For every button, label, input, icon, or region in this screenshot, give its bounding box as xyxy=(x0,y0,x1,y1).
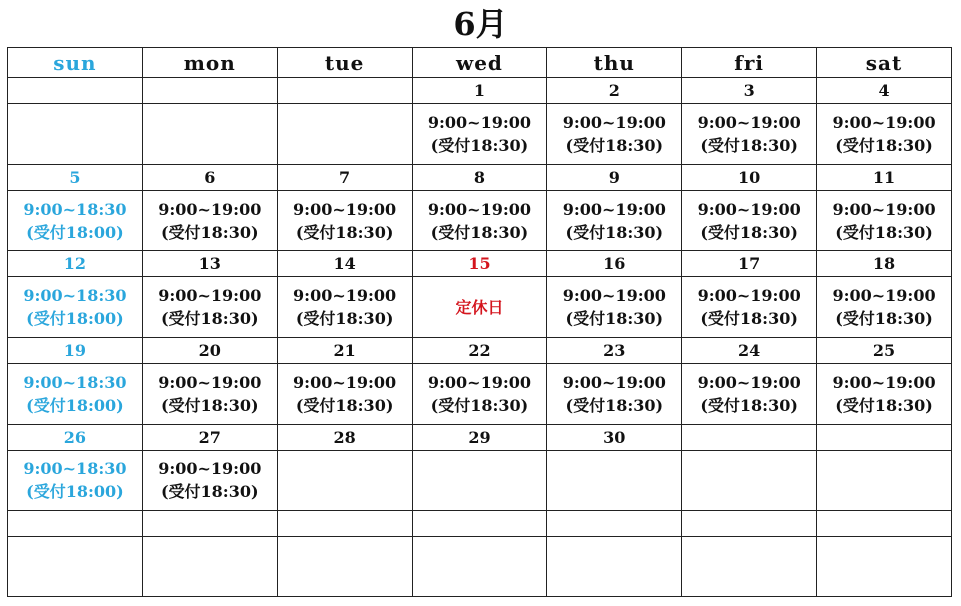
day-hours-cell xyxy=(8,277,143,337)
date-number: 30 xyxy=(547,424,682,450)
weekday-thu: thu xyxy=(547,48,682,78)
business-hours: 9:00~19:00 xyxy=(427,199,532,219)
date-number: 22 xyxy=(412,337,547,363)
day-hours-cell xyxy=(142,277,277,337)
empty-date-row xyxy=(8,511,952,537)
empty-cell xyxy=(682,511,817,537)
weekday-wed: wed xyxy=(412,48,547,78)
reception-deadline: (受付18:00) xyxy=(26,222,124,242)
week-4-date-row xyxy=(8,337,952,363)
day-hours-cell xyxy=(277,364,412,424)
day-hours-cell xyxy=(412,277,547,337)
reception-deadline: (受付18:30) xyxy=(565,395,664,415)
day-hours-cell xyxy=(817,104,952,164)
week-5-date-row xyxy=(8,424,952,450)
day-hours-cell xyxy=(547,450,682,510)
weekday-fri: fri xyxy=(682,48,817,78)
day-hours-cell xyxy=(142,104,277,164)
day-hours-cell xyxy=(8,190,143,250)
reception-deadline: (受付18:30) xyxy=(700,135,798,155)
date-number xyxy=(8,78,143,104)
date-number: 20 xyxy=(142,337,277,363)
day-hours-cell xyxy=(547,277,682,337)
reception-deadline: (受付18:30) xyxy=(835,222,933,242)
day-hours-cell xyxy=(8,104,143,164)
day-hours-cell xyxy=(412,190,547,250)
date-number: 29 xyxy=(412,424,547,450)
week-3-hours-row xyxy=(8,277,952,337)
business-hours: 9:00~19:00 xyxy=(158,199,262,219)
date-number xyxy=(817,424,952,450)
day-hours-cell xyxy=(817,277,952,337)
date-number: 11 xyxy=(817,164,952,190)
day-hours-cell xyxy=(412,450,547,510)
weekday-sun: sun xyxy=(8,48,143,78)
empty-cell xyxy=(277,537,412,597)
date-number: 23 xyxy=(547,337,682,363)
empty-cell xyxy=(547,511,682,537)
date-number: 9 xyxy=(547,164,682,190)
week-3-date-row xyxy=(8,251,952,277)
reception-deadline: (受付18:30) xyxy=(565,135,664,155)
date-number: 1 xyxy=(412,78,547,104)
business-hours: 9:00~19:00 xyxy=(832,372,936,392)
calendar-body xyxy=(8,78,952,597)
date-number: 10 xyxy=(682,164,817,190)
date-number: 3 xyxy=(682,78,817,104)
business-hours: 9:00~19:00 xyxy=(427,372,532,392)
business-hours: 9:00~19:00 xyxy=(697,112,801,132)
date-number: 16 xyxy=(547,251,682,277)
date-number xyxy=(277,78,412,104)
reception-deadline: (受付18:30) xyxy=(160,482,259,502)
day-hours-cell xyxy=(817,190,952,250)
date-number: 8 xyxy=(412,164,547,190)
weekday-sat: sat xyxy=(817,48,952,78)
reception-deadline: (受付18:00) xyxy=(26,309,124,329)
reception-deadline: (受付18:30) xyxy=(700,309,798,329)
date-number: 25 xyxy=(817,337,952,363)
day-hours-cell xyxy=(682,277,817,337)
business-hours: 9:00~19:00 xyxy=(697,286,801,306)
empty-cell xyxy=(8,511,143,537)
day-hours-cell xyxy=(142,450,277,510)
business-hours: 9:00~19:00 xyxy=(832,286,936,306)
date-number: 24 xyxy=(682,337,817,363)
day-hours-cell xyxy=(277,277,412,337)
day-hours-cell xyxy=(817,364,952,424)
week-2-date-row xyxy=(8,164,952,190)
business-hours: 9:00~19:00 xyxy=(697,372,801,392)
business-hours: 9:00~19:00 xyxy=(697,199,801,219)
reception-deadline: (受付18:30) xyxy=(430,222,529,242)
reception-deadline: (受付18:00) xyxy=(26,482,124,502)
business-hours: 9:00~19:00 xyxy=(832,112,936,132)
day-hours-cell xyxy=(547,364,682,424)
reception-deadline: (受付18:30) xyxy=(835,135,933,155)
business-hours: 9:00~19:00 xyxy=(293,286,397,306)
business-hours: 9:00~18:30 xyxy=(23,199,127,219)
date-number: 7 xyxy=(277,164,412,190)
reception-deadline: (受付18:30) xyxy=(295,309,394,329)
date-number: 17 xyxy=(682,251,817,277)
business-hours: 9:00~19:00 xyxy=(562,286,666,306)
weekday-mon: mon xyxy=(142,48,277,78)
business-hours: 9:00~19:00 xyxy=(293,372,397,392)
date-number: 4 xyxy=(817,78,952,104)
weekday-tue: tue xyxy=(277,48,412,78)
date-number: 26 xyxy=(8,424,143,450)
empty-cell xyxy=(547,537,682,597)
business-hours: 9:00~19:00 xyxy=(158,286,262,306)
business-hours: 9:00~18:30 xyxy=(23,286,127,306)
date-number: 15 xyxy=(412,251,547,277)
date-number: 6 xyxy=(142,164,277,190)
day-hours-cell xyxy=(277,104,412,164)
date-number: 27 xyxy=(142,424,277,450)
day-hours-cell xyxy=(8,364,143,424)
reception-deadline: (受付18:30) xyxy=(295,222,394,242)
empty-cell xyxy=(8,537,143,597)
empty-cell xyxy=(412,511,547,537)
empty-cell xyxy=(142,537,277,597)
reception-deadline: (受付18:30) xyxy=(835,309,933,329)
day-hours-cell xyxy=(142,190,277,250)
business-hours: 9:00~19:00 xyxy=(562,199,666,219)
calendar-table xyxy=(7,47,952,597)
day-hours-cell xyxy=(817,450,952,510)
day-hours-cell xyxy=(8,450,143,510)
month-title: 6月 xyxy=(453,5,508,43)
date-number xyxy=(142,78,277,104)
business-hours: 9:00~19:00 xyxy=(293,199,397,219)
business-hours: 9:00~18:30 xyxy=(23,372,127,392)
closed-day-label: 定休日 xyxy=(455,297,504,317)
weekday-header-row xyxy=(8,48,952,78)
day-hours-cell xyxy=(412,104,547,164)
date-number: 18 xyxy=(817,251,952,277)
date-number: 28 xyxy=(277,424,412,450)
reception-deadline: (受付18:30) xyxy=(160,309,259,329)
empty-cell xyxy=(817,511,952,537)
reception-deadline: (受付18:30) xyxy=(700,395,798,415)
empty-cell xyxy=(682,537,817,597)
week-1-date-row xyxy=(8,78,952,104)
date-number: 12 xyxy=(8,251,143,277)
business-hours: 9:00~19:00 xyxy=(562,372,666,392)
date-number: 14 xyxy=(277,251,412,277)
reception-deadline: (受付18:00) xyxy=(26,395,124,415)
empty-cell xyxy=(412,537,547,597)
day-hours-cell xyxy=(682,450,817,510)
business-hours: 9:00~19:00 xyxy=(158,459,262,479)
business-hours: 9:00~19:00 xyxy=(832,199,936,219)
reception-deadline: (受付18:30) xyxy=(700,222,798,242)
date-number: 13 xyxy=(142,251,277,277)
reception-deadline: (受付18:30) xyxy=(160,222,259,242)
reception-deadline: (受付18:30) xyxy=(565,222,664,242)
business-hours: 9:00~19:00 xyxy=(427,112,532,132)
business-hours: 9:00~19:00 xyxy=(158,372,262,392)
date-number: 5 xyxy=(8,164,143,190)
week-2-hours-row xyxy=(8,190,952,250)
day-hours-cell xyxy=(142,364,277,424)
empty-hours-row xyxy=(8,537,952,597)
week-5-hours-row xyxy=(8,450,952,510)
date-number: 21 xyxy=(277,337,412,363)
week-1-hours-row xyxy=(8,104,952,164)
reception-deadline: (受付18:30) xyxy=(430,395,529,415)
day-hours-cell xyxy=(277,450,412,510)
reception-deadline: (受付18:30) xyxy=(565,309,664,329)
day-hours-cell xyxy=(547,190,682,250)
business-hours: 9:00~19:00 xyxy=(562,112,666,132)
day-hours-cell xyxy=(412,364,547,424)
day-hours-cell xyxy=(547,104,682,164)
day-hours-cell xyxy=(277,190,412,250)
empty-cell xyxy=(277,511,412,537)
date-number: 19 xyxy=(8,337,143,363)
reception-deadline: (受付18:30) xyxy=(835,395,933,415)
day-hours-cell xyxy=(682,190,817,250)
date-number: 2 xyxy=(547,78,682,104)
business-hours: 9:00~18:30 xyxy=(23,459,127,479)
empty-cell xyxy=(142,511,277,537)
day-hours-cell xyxy=(682,364,817,424)
empty-cell xyxy=(817,537,952,597)
reception-deadline: (受付18:30) xyxy=(295,395,394,415)
reception-deadline: (受付18:30) xyxy=(160,395,259,415)
day-hours-cell xyxy=(682,104,817,164)
week-4-hours-row xyxy=(8,364,952,424)
reception-deadline: (受付18:30) xyxy=(430,135,529,155)
date-number xyxy=(682,424,817,450)
